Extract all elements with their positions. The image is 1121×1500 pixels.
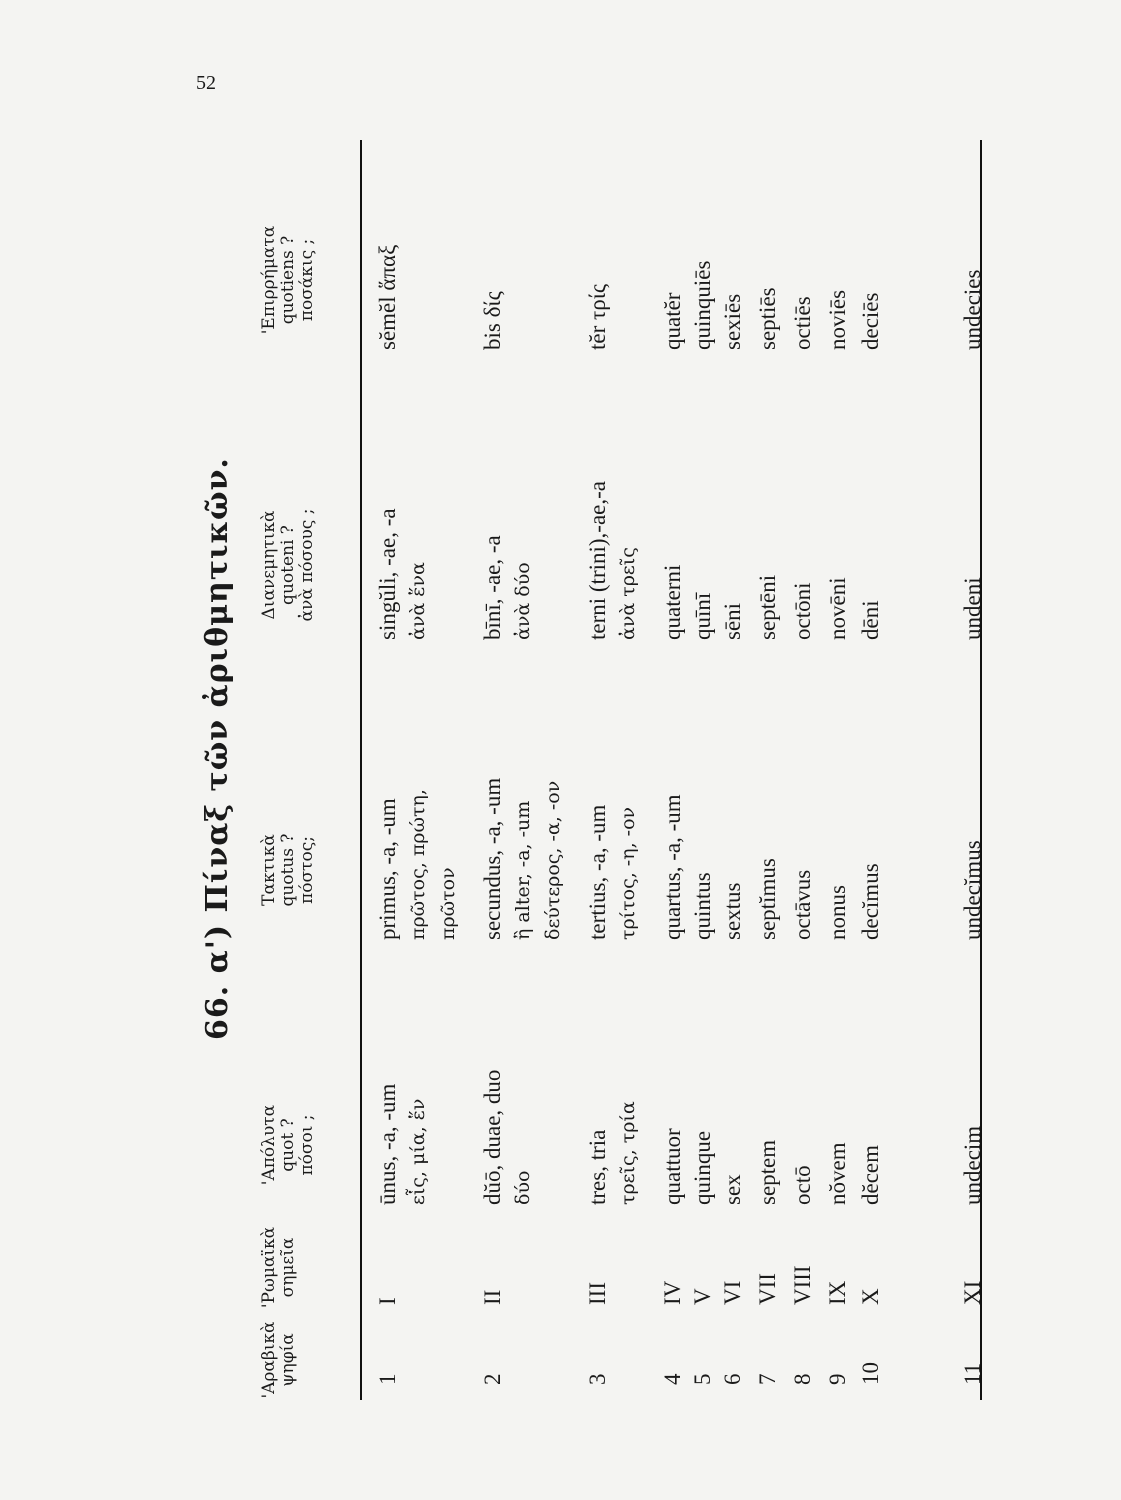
cell-arabic: 3 xyxy=(585,1373,610,1385)
cell-distributive: undeni xyxy=(960,577,985,640)
header-adverb-line3: ποσάκις ; xyxy=(297,238,317,322)
cell-ordinal: decĭmus xyxy=(858,863,883,940)
cell-ordinal: quartus, -a, -um xyxy=(660,794,685,940)
cell-distributive: octōni xyxy=(790,582,815,640)
cell-cardinal-gr: τρεῖς, τρία xyxy=(617,1101,639,1205)
cell-cardinal: septem xyxy=(755,1139,780,1205)
header-ordinal-line2: quotus ? xyxy=(278,833,298,907)
header-cardinal-line2: quot ? xyxy=(278,1118,298,1172)
cell-adverb: septiēs xyxy=(755,287,780,350)
header-adverb xyxy=(260,200,317,360)
cell-distributive: septēni xyxy=(755,574,780,640)
cell-arabic: 8 xyxy=(790,1373,815,1385)
cell-arabic: 10 xyxy=(858,1362,883,1385)
cell-adverb: sĕmĕl ἅπαξ xyxy=(375,244,400,350)
cell-arabic: 7 xyxy=(755,1373,780,1385)
cell-distributive: quīnī xyxy=(690,592,715,640)
cell-adverb: sexiēs xyxy=(720,293,745,350)
cell-arabic: 5 xyxy=(690,1373,715,1385)
cell-distributive: terni (trini),-ae,-a xyxy=(585,481,610,640)
cell-ordinal: primus, -a, -um xyxy=(375,798,400,940)
cell-cardinal-gr: εἷς, μία, ἕν xyxy=(407,1098,429,1205)
cell-distributive: dēni xyxy=(858,600,883,640)
cell-cardinal: dŭō, duae, duo xyxy=(480,1069,505,1205)
cell-ordinal: tertius, -a, -um xyxy=(585,804,610,940)
cell-adverb: quinquiēs xyxy=(690,260,715,350)
header-distributive xyxy=(260,490,317,640)
cell-ordinal-gr2: δεύτερος, -α, -ον xyxy=(542,780,564,940)
cell-cardinal: quattuor xyxy=(660,1128,685,1205)
header-roman-line1: 'Ρωμαϊκὰ xyxy=(259,1226,279,1309)
numerals-table xyxy=(200,100,1050,1400)
cell-adverb: undecies xyxy=(960,269,985,350)
cell-distributive-gr: ἀνὰ ἕνα xyxy=(407,562,429,640)
cell-ordinal-gr2: πρῶτον xyxy=(437,867,459,940)
cell-distributive: quaterni xyxy=(660,564,685,640)
cell-roman: VIII xyxy=(790,1265,815,1305)
cell-adverb: octiēs xyxy=(790,296,815,350)
cell-arabic: 11 xyxy=(960,1362,985,1385)
cell-adverb: bis δίς xyxy=(480,291,505,350)
header-arabic-line1: 'Αραβικὰ xyxy=(259,1321,279,1399)
cell-adverb: quatĕr xyxy=(660,292,685,350)
cell-roman: II xyxy=(480,1289,505,1305)
header-distributive-line1: Διανεμητικὰ xyxy=(259,510,279,620)
header-cardinal xyxy=(260,1085,317,1205)
header-cardinal-line1: 'Απόλυτα xyxy=(259,1104,279,1186)
header-distributive-line3: ἀνὰ πόσους ; xyxy=(297,508,317,622)
table-title: 66. α') Πίναξ τῶν ἀριθμητικῶν. xyxy=(200,457,235,1040)
cell-distributive: bīnī, -ae, -a xyxy=(480,535,505,640)
cell-cardinal: quinque xyxy=(690,1130,715,1205)
header-adverb-line2: quotiens ? xyxy=(278,235,298,325)
cell-ordinal: secundus, -a, -um xyxy=(480,777,505,940)
cell-cardinal: nŏvem xyxy=(825,1142,850,1205)
header-arabic-line2: ψηφία xyxy=(278,1333,298,1387)
cell-cardinal: undecim xyxy=(960,1125,985,1205)
header-arabic xyxy=(260,1320,298,1400)
cell-distributive: singŭli, -ae, -a xyxy=(375,508,400,640)
cell-ordinal: quintus xyxy=(690,872,715,940)
cell-arabic: 2 xyxy=(480,1373,505,1385)
cell-adverb: tĕr τρίς xyxy=(585,283,610,350)
header-ordinal xyxy=(260,800,317,940)
cell-ordinal: sextus xyxy=(720,882,745,940)
page-number: 52 xyxy=(196,72,216,94)
cell-ordinal: septĭmus xyxy=(755,858,780,940)
cell-cardinal: sex xyxy=(720,1174,745,1205)
cell-cardinal: ūnus, -a, -um xyxy=(375,1083,400,1205)
cell-ordinal: undecĭmus xyxy=(960,840,985,940)
cell-roman: III xyxy=(585,1282,610,1305)
header-ordinal-line3: πόστος; xyxy=(297,836,317,904)
cell-roman: VI xyxy=(720,1280,745,1305)
cell-ordinal: octāvus xyxy=(790,869,815,940)
cell-roman: V xyxy=(690,1288,715,1305)
cell-arabic: 1 xyxy=(375,1373,400,1385)
cell-roman: XI xyxy=(960,1280,985,1305)
cell-ordinal-gr: ἢ alter, -a, -um xyxy=(512,800,534,940)
header-cardinal-line3: πόσοι ; xyxy=(297,1114,317,1176)
cell-distributive: sēni xyxy=(720,602,745,640)
header-distributive-line2: quoteni ? xyxy=(278,525,298,605)
cell-cardinal: tres, tria xyxy=(585,1129,610,1205)
cell-adverb: deciēs xyxy=(858,292,883,350)
header-adverb-line1: 'Επιρρήματα xyxy=(259,225,279,335)
cell-cardinal: dĕcem xyxy=(858,1144,883,1205)
cell-distributive: novēni xyxy=(825,577,850,640)
header-roman-line2: σημεῖα xyxy=(278,1237,298,1298)
cell-distributive-gr: ἀνὰ δύο xyxy=(512,562,534,640)
cell-arabic: 4 xyxy=(660,1373,685,1385)
header-roman xyxy=(260,1220,298,1315)
cell-arabic: 9 xyxy=(825,1373,850,1385)
cell-ordinal-gr: πρῶτος, πρώτη, xyxy=(407,789,429,940)
cell-roman: VII xyxy=(755,1273,780,1305)
cell-roman: IX xyxy=(825,1280,850,1305)
cell-roman: X xyxy=(858,1288,883,1305)
cell-distributive-gr: ἀνὰ τρεῖς xyxy=(617,547,639,640)
cell-roman: I xyxy=(375,1297,400,1305)
cell-ordinal-gr: τρίτος, -η, -ον xyxy=(617,806,639,940)
cell-arabic: 6 xyxy=(720,1373,745,1385)
cell-ordinal: nonus xyxy=(825,885,850,940)
cell-adverb: noviēs xyxy=(825,289,850,350)
top-rule xyxy=(360,140,362,1400)
cell-cardinal-gr: δύο xyxy=(512,1170,534,1205)
cell-cardinal: octō xyxy=(790,1165,815,1205)
cell-roman: IV xyxy=(660,1280,685,1305)
header-ordinal-line1: Τακτικὰ xyxy=(259,834,279,906)
